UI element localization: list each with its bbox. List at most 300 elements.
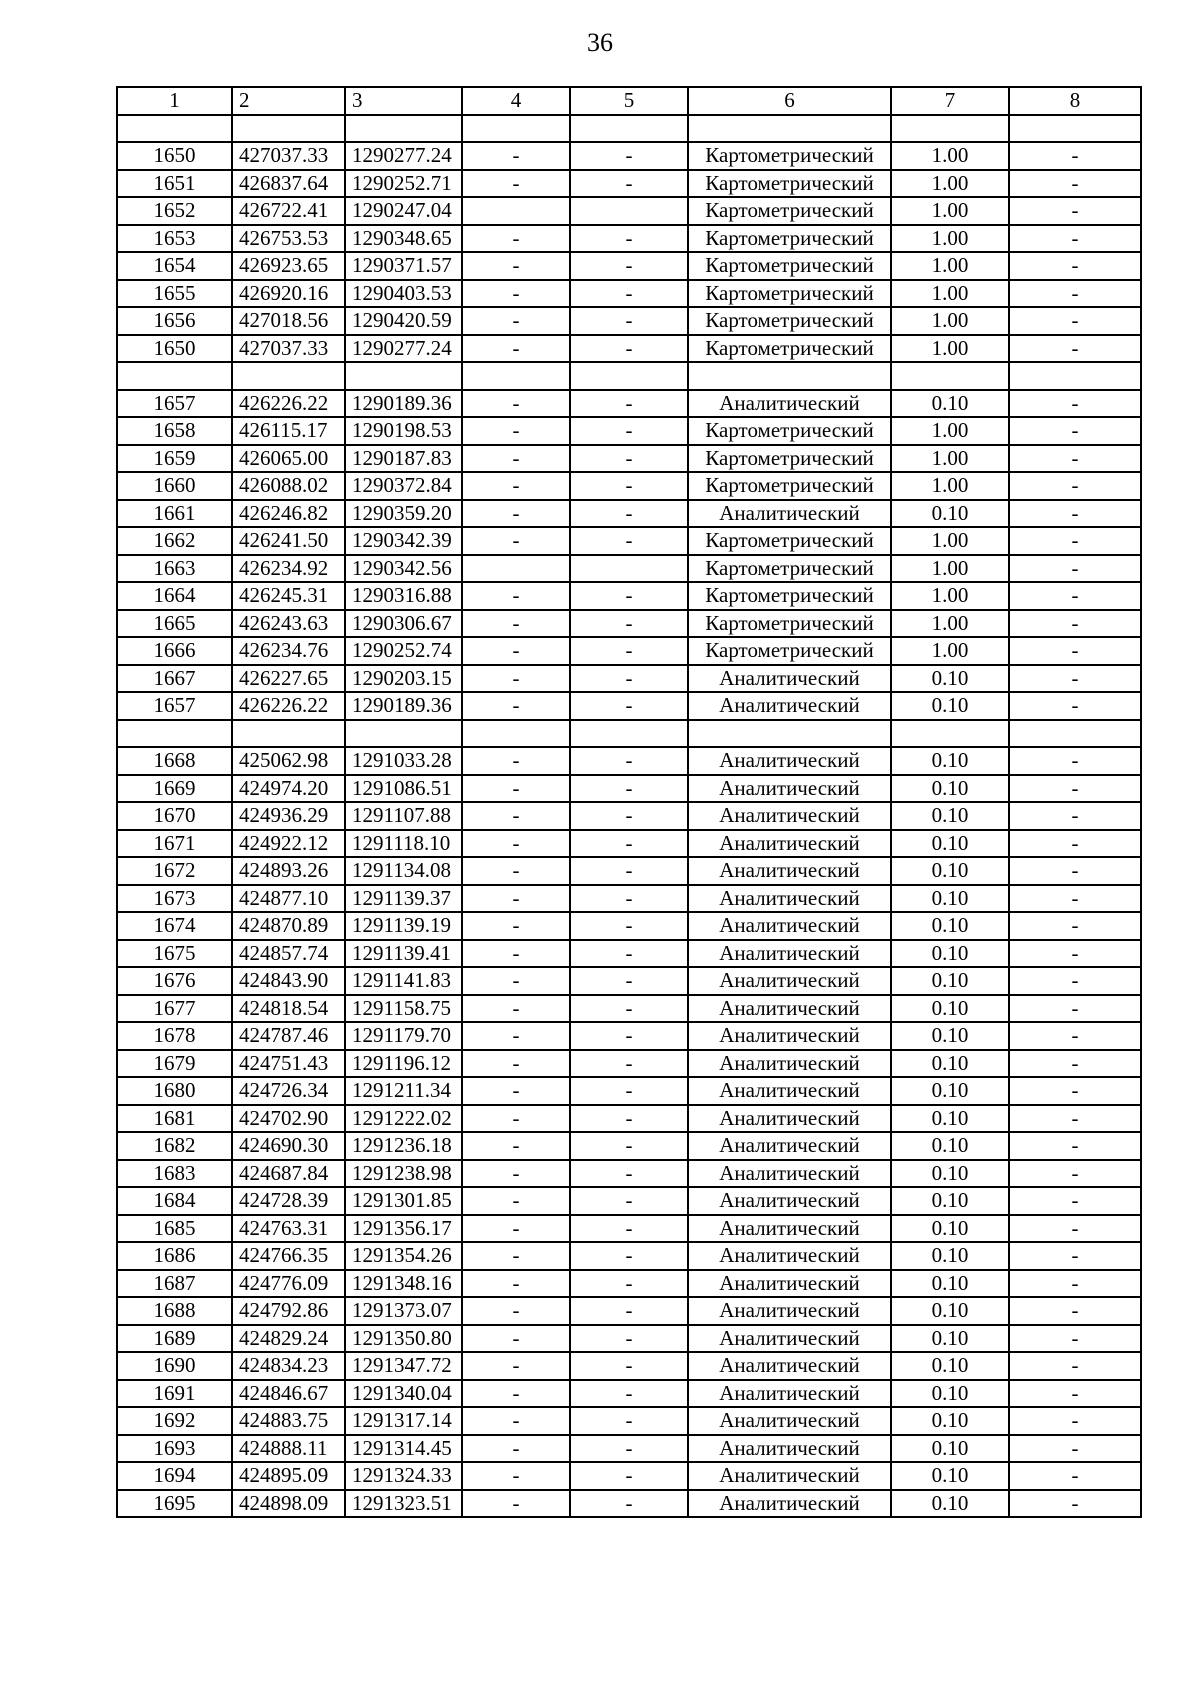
cell-col-1: 1673 xyxy=(117,885,232,913)
cell-col-5: - xyxy=(570,1270,688,1298)
cell-col-2: 424936.29 xyxy=(232,802,345,830)
cell-col-8: - xyxy=(1009,967,1141,995)
cell-col-8: - xyxy=(1009,1187,1141,1215)
cell-col-8: - xyxy=(1009,1325,1141,1353)
cell-col-6: Аналитический xyxy=(688,1462,891,1490)
table-row xyxy=(117,747,1141,775)
cell-col-7: 0.10 xyxy=(891,1407,1009,1435)
cell-col-8: - xyxy=(1009,1160,1141,1188)
cell-col-5: - xyxy=(570,1435,688,1463)
cell-col-3: 1291139.41 xyxy=(345,940,462,968)
cell-col-5: - xyxy=(570,802,688,830)
cell-col-7 xyxy=(891,115,1009,143)
cell-col-1: 1690 xyxy=(117,1352,232,1380)
cell-col-3: 1290277.24 xyxy=(345,335,462,363)
cell-col-7: 1.00 xyxy=(891,445,1009,473)
cell-col-1 xyxy=(117,115,232,143)
cell-col-3: 1290359.20 xyxy=(345,500,462,528)
cell-col-3: 1291236.18 xyxy=(345,1132,462,1160)
cell-col-8: - xyxy=(1009,197,1141,225)
cell-col-4: - xyxy=(462,802,570,830)
cell-col-1: 1671 xyxy=(117,830,232,858)
cell-col-8: - xyxy=(1009,665,1141,693)
cell-col-4: - xyxy=(462,747,570,775)
table-row xyxy=(117,1462,1141,1490)
cell-col-8: - xyxy=(1009,1132,1141,1160)
cell-col-8: - xyxy=(1009,940,1141,968)
cell-col-1: 1687 xyxy=(117,1270,232,1298)
cell-col-1: 1677 xyxy=(117,995,232,1023)
table-row xyxy=(117,940,1141,968)
cell-col-4: - xyxy=(462,142,570,170)
cell-col-3: 1291301.85 xyxy=(345,1187,462,1215)
table-row xyxy=(117,912,1141,940)
table-row xyxy=(117,582,1141,610)
cell-col-7: 0.10 xyxy=(891,1325,1009,1353)
table-row xyxy=(117,857,1141,885)
cell-col-2: 424846.67 xyxy=(232,1380,345,1408)
cell-col-8: - xyxy=(1009,307,1141,335)
cell-col-4 xyxy=(462,115,570,143)
cell-col-8: - xyxy=(1009,1215,1141,1243)
cell-col-6: Картометрический xyxy=(688,555,891,583)
cell-col-4: - xyxy=(462,472,570,500)
table-row xyxy=(117,527,1141,555)
cell-col-7: 1.00 xyxy=(891,170,1009,198)
cell-col-2: 426241.50 xyxy=(232,527,345,555)
cell-col-3: 1290372.84 xyxy=(345,472,462,500)
cell-col-1: 1678 xyxy=(117,1022,232,1050)
cell-col-7: 0.10 xyxy=(891,1380,1009,1408)
cell-col-8 xyxy=(1009,115,1141,143)
cell-col-3 xyxy=(345,720,462,748)
cell-col-6: Картометрический xyxy=(688,142,891,170)
cell-col-3: 1291222.02 xyxy=(345,1105,462,1133)
cell-col-8: - xyxy=(1009,1077,1141,1105)
cell-col-4: - xyxy=(462,1187,570,1215)
cell-col-8: - xyxy=(1009,1352,1141,1380)
cell-col-2: 424922.12 xyxy=(232,830,345,858)
cell-col-2: 424974.20 xyxy=(232,775,345,803)
cell-col-6 xyxy=(688,362,891,390)
cell-col-1: 1694 xyxy=(117,1462,232,1490)
cell-col-8: - xyxy=(1009,912,1141,940)
cell-col-1: 1683 xyxy=(117,1160,232,1188)
table-row xyxy=(117,1435,1141,1463)
cell-col-3: 1290316.88 xyxy=(345,582,462,610)
cell-col-4: - xyxy=(462,637,570,665)
cell-col-6: Аналитический xyxy=(688,940,891,968)
cell-col-4: - xyxy=(462,445,570,473)
cell-col-2: 424888.11 xyxy=(232,1435,345,1463)
table-row xyxy=(117,390,1141,418)
cell-col-7: 0.10 xyxy=(891,1187,1009,1215)
cell-col-3: 1290252.74 xyxy=(345,637,462,665)
cell-col-5: - xyxy=(570,857,688,885)
cell-col-6: Картометрический xyxy=(688,335,891,363)
cell-col-6: Картометрический xyxy=(688,197,891,225)
cell-col-4: - xyxy=(462,885,570,913)
cell-col-1: 1692 xyxy=(117,1407,232,1435)
cell-col-8: - xyxy=(1009,747,1141,775)
cell-col-6: Аналитический xyxy=(688,1407,891,1435)
cell-col-5: - xyxy=(570,582,688,610)
cell-col-2: 426226.22 xyxy=(232,390,345,418)
cell-col-1: 1657 xyxy=(117,692,232,720)
cell-col-8: - xyxy=(1009,1297,1141,1325)
cell-col-1: 1681 xyxy=(117,1105,232,1133)
cell-col-2: 426837.64 xyxy=(232,170,345,198)
cell-col-2: 426246.82 xyxy=(232,500,345,528)
cell-col-6: Аналитический xyxy=(688,747,891,775)
cell-col-1: 1676 xyxy=(117,967,232,995)
cell-col-3: 1290198.53 xyxy=(345,417,462,445)
cell-col-7: 0.10 xyxy=(891,500,1009,528)
cell-col-2: 426920.16 xyxy=(232,280,345,308)
table-row xyxy=(117,500,1141,528)
cell-col-1: 1650 xyxy=(117,335,232,363)
cell-col-6: Аналитический xyxy=(688,1380,891,1408)
cell-col-3 xyxy=(345,362,462,390)
table-row xyxy=(117,335,1141,363)
cell-col-6: Аналитический xyxy=(688,1215,891,1243)
cell-col-2: 424883.75 xyxy=(232,1407,345,1435)
cell-col-7: 0.10 xyxy=(891,1462,1009,1490)
cell-col-1: 1691 xyxy=(117,1380,232,1408)
cell-col-3: 1291347.72 xyxy=(345,1352,462,1380)
cell-col-7: 0.10 xyxy=(891,1050,1009,1078)
table-row xyxy=(117,307,1141,335)
separator-row xyxy=(117,362,1141,390)
cell-col-7: 0.10 xyxy=(891,885,1009,913)
cell-col-6: Картометрический xyxy=(688,307,891,335)
cell-col-2: 426234.76 xyxy=(232,637,345,665)
cell-col-6: Аналитический xyxy=(688,802,891,830)
cell-col-1: 1669 xyxy=(117,775,232,803)
cell-col-4: - xyxy=(462,967,570,995)
cell-col-7: 1.00 xyxy=(891,225,1009,253)
coordinates-table xyxy=(116,86,1142,1518)
cell-col-2: 426722.41 xyxy=(232,197,345,225)
table-row xyxy=(117,802,1141,830)
cell-col-2: 424877.10 xyxy=(232,885,345,913)
cell-col-7: 1.00 xyxy=(891,637,1009,665)
cell-col-8: - xyxy=(1009,1105,1141,1133)
cell-col-1 xyxy=(117,720,232,748)
cell-col-7: 0.10 xyxy=(891,747,1009,775)
cell-col-7: 0.10 xyxy=(891,1490,1009,1518)
cell-col-5: - xyxy=(570,1105,688,1133)
table-row xyxy=(117,1050,1141,1078)
cell-col-6: Аналитический xyxy=(688,1105,891,1133)
cell-col-7: 1.00 xyxy=(891,307,1009,335)
table-row xyxy=(117,885,1141,913)
cell-col-2: 424702.90 xyxy=(232,1105,345,1133)
cell-col-7: 1.00 xyxy=(891,527,1009,555)
cell-col-2: 424857.74 xyxy=(232,940,345,968)
cell-col-1: 1670 xyxy=(117,802,232,830)
cell-col-7: 0.10 xyxy=(891,1270,1009,1298)
cell-col-7: 0.10 xyxy=(891,1077,1009,1105)
cell-col-4: - xyxy=(462,170,570,198)
cell-col-2: 426227.65 xyxy=(232,665,345,693)
cell-col-7: 0.10 xyxy=(891,1132,1009,1160)
cell-col-1: 1659 xyxy=(117,445,232,473)
cell-col-7: 0.10 xyxy=(891,775,1009,803)
cell-col-8: - xyxy=(1009,335,1141,363)
cell-col-6: Аналитический xyxy=(688,775,891,803)
cell-col-4 xyxy=(462,555,570,583)
cell-col-2: 427037.33 xyxy=(232,142,345,170)
cell-col-3: 1291158.75 xyxy=(345,995,462,1023)
cell-col-3: 1291179.70 xyxy=(345,1022,462,1050)
cell-col-3: 1290348.65 xyxy=(345,225,462,253)
table-row xyxy=(117,1105,1141,1133)
table-row xyxy=(117,1352,1141,1380)
cell-col-3: 3 xyxy=(345,87,462,115)
cell-col-4 xyxy=(462,362,570,390)
cell-col-5: - xyxy=(570,527,688,555)
cell-col-6: Аналитический xyxy=(688,857,891,885)
cell-col-3: 1291317.14 xyxy=(345,1407,462,1435)
cell-col-6: Аналитический xyxy=(688,500,891,528)
cell-col-6: Аналитический xyxy=(688,912,891,940)
cell-col-8: - xyxy=(1009,775,1141,803)
table-row xyxy=(117,555,1141,583)
cell-col-6: Аналитический xyxy=(688,967,891,995)
cell-col-2: 424893.26 xyxy=(232,857,345,885)
cell-col-2 xyxy=(232,362,345,390)
cell-col-1: 1679 xyxy=(117,1050,232,1078)
cell-col-2: 424870.89 xyxy=(232,912,345,940)
cell-col-5: - xyxy=(570,1297,688,1325)
cell-col-7: 0.10 xyxy=(891,1352,1009,1380)
cell-col-5: - xyxy=(570,775,688,803)
cell-col-5 xyxy=(570,555,688,583)
cell-col-2: 424898.09 xyxy=(232,1490,345,1518)
cell-col-3: 1291323.51 xyxy=(345,1490,462,1518)
cell-col-5: - xyxy=(570,1160,688,1188)
cell-col-6: Аналитический xyxy=(688,885,891,913)
cell-col-3: 1291373.07 xyxy=(345,1297,462,1325)
cell-col-7: 1.00 xyxy=(891,472,1009,500)
cell-col-3 xyxy=(345,115,462,143)
cell-col-5: - xyxy=(570,1077,688,1105)
cell-col-7: 0.10 xyxy=(891,940,1009,968)
cell-col-5: - xyxy=(570,335,688,363)
cell-col-3: 1290420.59 xyxy=(345,307,462,335)
table-row xyxy=(117,197,1141,225)
cell-col-8: - xyxy=(1009,1242,1141,1270)
cell-col-3: 1291340.04 xyxy=(345,1380,462,1408)
cell-col-4 xyxy=(462,197,570,225)
cell-col-3: 1290342.56 xyxy=(345,555,462,583)
cell-col-6: Аналитический xyxy=(688,1077,891,1105)
cell-col-5: - xyxy=(570,1325,688,1353)
cell-col-4: - xyxy=(462,1407,570,1435)
cell-col-7: 1.00 xyxy=(891,555,1009,583)
cell-col-8 xyxy=(1009,362,1141,390)
cell-col-2 xyxy=(232,720,345,748)
table-row xyxy=(117,445,1141,473)
cell-col-2: 426245.31 xyxy=(232,582,345,610)
cell-col-1: 1668 xyxy=(117,747,232,775)
cell-col-6: Картометрический xyxy=(688,445,891,473)
table-row xyxy=(117,830,1141,858)
cell-col-5: - xyxy=(570,1132,688,1160)
cell-col-2: 424763.31 xyxy=(232,1215,345,1243)
cell-col-3: 1290189.36 xyxy=(345,692,462,720)
cell-col-7: 0.10 xyxy=(891,1242,1009,1270)
cell-col-5: - xyxy=(570,472,688,500)
cell-col-5: - xyxy=(570,1490,688,1518)
cell-col-6: Картометрический xyxy=(688,527,891,555)
cell-col-5: - xyxy=(570,747,688,775)
cell-col-6: Картометрический xyxy=(688,280,891,308)
table-row xyxy=(117,665,1141,693)
cell-col-3: 1290371.57 xyxy=(345,252,462,280)
cell-col-7: 1.00 xyxy=(891,280,1009,308)
cell-col-4: - xyxy=(462,830,570,858)
cell-col-8: - xyxy=(1009,500,1141,528)
table-row xyxy=(117,775,1141,803)
table-row xyxy=(117,1270,1141,1298)
cell-col-5: - xyxy=(570,1407,688,1435)
cell-col-6: Картометрический xyxy=(688,582,891,610)
cell-col-6: Аналитический xyxy=(688,1270,891,1298)
table-row xyxy=(117,1160,1141,1188)
cell-col-5: - xyxy=(570,390,688,418)
cell-col-2: 424818.54 xyxy=(232,995,345,1023)
cell-col-8: - xyxy=(1009,225,1141,253)
cell-col-2: 424690.30 xyxy=(232,1132,345,1160)
cell-col-6: Аналитический xyxy=(688,1352,891,1380)
cell-col-3: 1291211.34 xyxy=(345,1077,462,1105)
cell-col-5 xyxy=(570,115,688,143)
cell-col-3: 1290403.53 xyxy=(345,280,462,308)
cell-col-4: - xyxy=(462,995,570,1023)
cell-col-8: - xyxy=(1009,280,1141,308)
cell-col-2: 427037.33 xyxy=(232,335,345,363)
cell-col-4: - xyxy=(462,610,570,638)
cell-col-1: 1656 xyxy=(117,307,232,335)
separator-row xyxy=(117,115,1141,143)
cell-col-7: 0.10 xyxy=(891,857,1009,885)
cell-col-3: 1291350.80 xyxy=(345,1325,462,1353)
cell-col-1: 1689 xyxy=(117,1325,232,1353)
cell-col-2: 424792.86 xyxy=(232,1297,345,1325)
cell-col-1: 1680 xyxy=(117,1077,232,1105)
cell-col-5: - xyxy=(570,995,688,1023)
cell-col-4: - xyxy=(462,1270,570,1298)
cell-col-8: - xyxy=(1009,802,1141,830)
cell-col-1: 1674 xyxy=(117,912,232,940)
table-row xyxy=(117,1022,1141,1050)
cell-col-3: 1291033.28 xyxy=(345,747,462,775)
table-row xyxy=(117,1490,1141,1518)
cell-col-5: - xyxy=(570,830,688,858)
cell-col-7 xyxy=(891,362,1009,390)
cell-col-2: 424834.23 xyxy=(232,1352,345,1380)
cell-col-4: - xyxy=(462,1105,570,1133)
table-row xyxy=(117,1380,1141,1408)
cell-col-5: - xyxy=(570,1242,688,1270)
table-row xyxy=(117,610,1141,638)
cell-col-3: 1291196.12 xyxy=(345,1050,462,1078)
cell-col-7: 1.00 xyxy=(891,610,1009,638)
cell-col-4: - xyxy=(462,1462,570,1490)
cell-col-7: 0.10 xyxy=(891,1160,1009,1188)
cell-col-1: 1651 xyxy=(117,170,232,198)
cell-col-1: 1664 xyxy=(117,582,232,610)
cell-col-3: 1291348.16 xyxy=(345,1270,462,1298)
table-row xyxy=(117,1077,1141,1105)
cell-col-8: - xyxy=(1009,1050,1141,1078)
cell-col-8: - xyxy=(1009,1435,1141,1463)
cell-col-6 xyxy=(688,720,891,748)
table-row xyxy=(117,692,1141,720)
cell-col-6: Картометрический xyxy=(688,637,891,665)
cell-col-6: Аналитический xyxy=(688,1132,891,1160)
cell-col-4: - xyxy=(462,1050,570,1078)
cell-col-7: 0.10 xyxy=(891,1435,1009,1463)
cell-col-5 xyxy=(570,720,688,748)
cell-col-2: 426243.63 xyxy=(232,610,345,638)
cell-col-1: 1672 xyxy=(117,857,232,885)
cell-col-3: 1290277.24 xyxy=(345,142,462,170)
cell-col-8: - xyxy=(1009,1462,1141,1490)
cell-col-2: 424766.35 xyxy=(232,1242,345,1270)
cell-col-6: Аналитический xyxy=(688,1325,891,1353)
cell-col-7: 1.00 xyxy=(891,417,1009,445)
cell-col-5: - xyxy=(570,637,688,665)
cell-col-6: Аналитический xyxy=(688,1160,891,1188)
cell-col-4: - xyxy=(462,1022,570,1050)
cell-col-2: 426115.17 xyxy=(232,417,345,445)
cell-col-8: - xyxy=(1009,692,1141,720)
cell-col-1: 1652 xyxy=(117,197,232,225)
cell-col-2: 424787.46 xyxy=(232,1022,345,1050)
cell-col-1: 1662 xyxy=(117,527,232,555)
cell-col-6: Аналитический xyxy=(688,1187,891,1215)
table-row xyxy=(117,1325,1141,1353)
cell-col-8: - xyxy=(1009,995,1141,1023)
cell-col-6: Аналитический xyxy=(688,692,891,720)
page-number: 36 xyxy=(587,28,613,57)
cell-col-1: 1663 xyxy=(117,555,232,583)
cell-col-7: 0.10 xyxy=(891,912,1009,940)
cell-col-4: - xyxy=(462,692,570,720)
table-row xyxy=(117,225,1141,253)
cell-col-1: 1685 xyxy=(117,1215,232,1243)
table-row xyxy=(117,170,1141,198)
cell-col-5: - xyxy=(570,610,688,638)
cell-col-6: Аналитический xyxy=(688,1297,891,1325)
cell-col-8: - xyxy=(1009,637,1141,665)
cell-col-2: 426234.92 xyxy=(232,555,345,583)
cell-col-4: - xyxy=(462,1215,570,1243)
cell-col-5: - xyxy=(570,912,688,940)
cell-col-8: - xyxy=(1009,1407,1141,1435)
table-row xyxy=(117,417,1141,445)
cell-col-4: - xyxy=(462,1297,570,1325)
cell-col-3: 1291107.88 xyxy=(345,802,462,830)
cell-col-3: 1290252.71 xyxy=(345,170,462,198)
cell-col-2: 424776.09 xyxy=(232,1270,345,1298)
cell-col-2: 426753.53 xyxy=(232,225,345,253)
cell-col-5: - xyxy=(570,280,688,308)
header-row xyxy=(117,87,1141,115)
